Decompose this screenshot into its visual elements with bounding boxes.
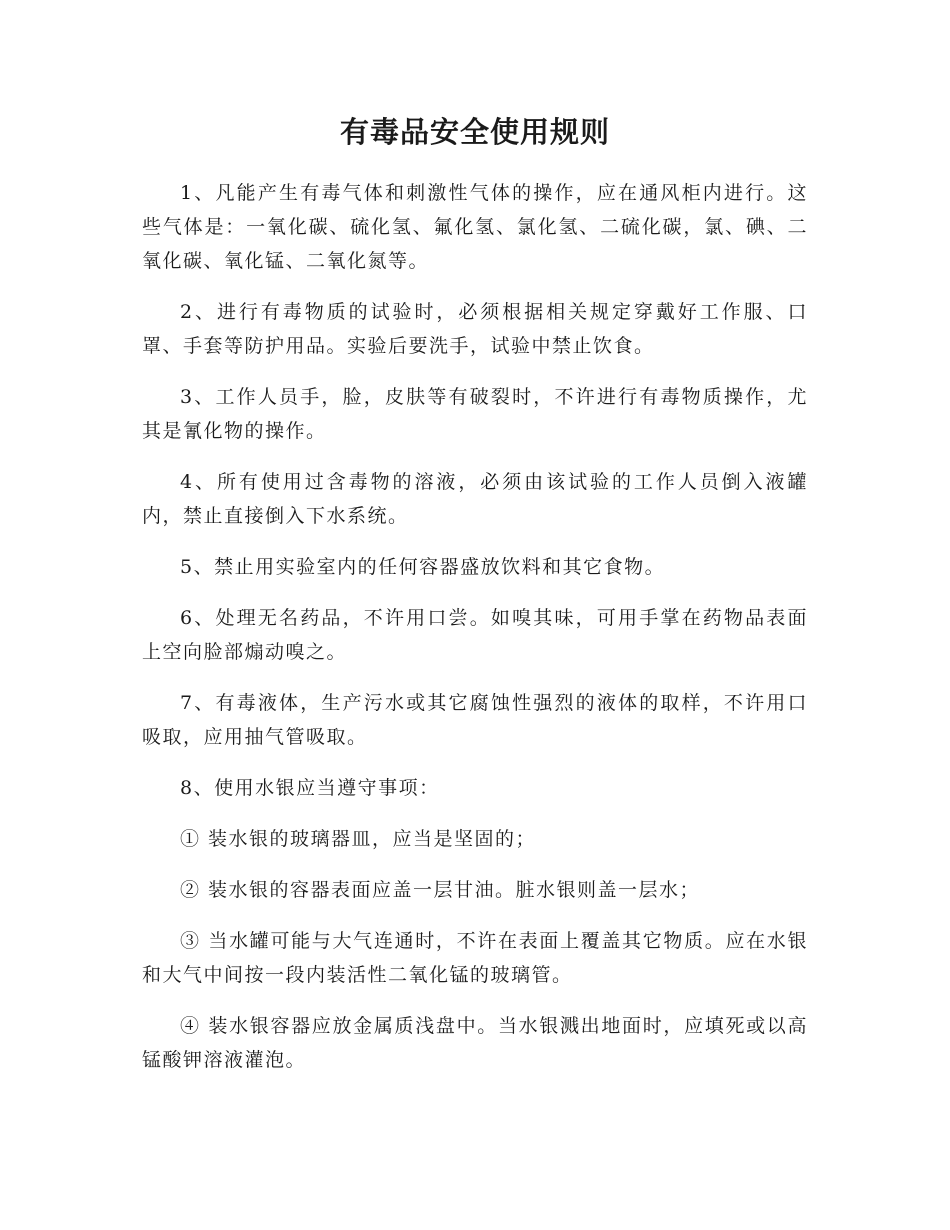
paragraph-8: 8、使用水银应当遵守事项： [180, 777, 440, 799]
document-page [142, 112, 808, 1094]
paragraph-5: 5、禁止用实验室内的任何容器盛放饮料和其它食物。 [180, 556, 666, 578]
paragraph-1: 1、凡能产生有毒气体和刺激性气体的操作，应在通风柜内进行。这些气体是：一氧化碳、硫化氢、氟化氢、氯化氢、二硫化碳，氯、碘、二氧化碳、氧化锰、二氧化氮等。 [142, 182, 808, 272]
paragraph-8-item-4: ④ 装水银容器应放金属质浅盘中。当水银溅出地面时，应填死或以高锰酸钾溶液灌泡。 [142, 1015, 808, 1071]
document-title: 有毒品安全使用规则 [339, 115, 610, 149]
paragraph-4: 4、所有使用过含毒物的溶液，必须由该试验的工作人员倒入液罐内，禁止直接倒入下水系统。 [142, 471, 808, 527]
paragraph-3: 3、工作人员手，脸，皮肤等有破裂时，不许进行有毒物质操作，尤其是氰化物的操作。 [142, 386, 808, 442]
paragraph-2: 2、进行有毒物质的试验时，必须根据相关规定穿戴好工作服、口罩、手套等防护用品。实验后要洗手，试验中禁止饮食。 [142, 301, 808, 357]
paragraph-6: 6、处理无名药品，不许用口尝。如嗅其味，可用手掌在药物品表面上空向脸部煽动嗅之。 [142, 607, 808, 663]
paragraph-8-item-3: ③ 当水罐可能与大气连通时，不许在表面上覆盖其它物质。应在水银和大气中间按一段内装活性二氧化锰的玻璃管。 [142, 930, 808, 986]
paragraph-8-item-2: ② 装水银的容器表面应盖一层甘油。脏水银则盖一层水； [180, 879, 701, 901]
paragraph-8-item-1: ① 装水银的玻璃器皿，应当是坚固的； [180, 828, 537, 850]
paragraph-7: 7、有毒液体，生产污水或其它腐蚀性强烈的液体的取样，不许用口吸取，应用抽气管吸取。 [142, 692, 808, 748]
